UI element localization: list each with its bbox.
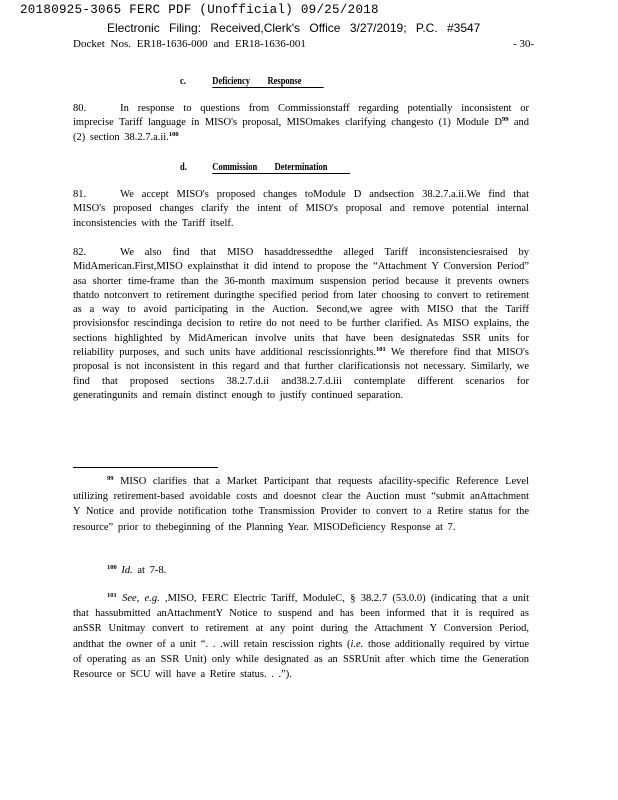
section-letter: c. — [180, 76, 186, 87]
paragraph-number: 81. — [73, 189, 87, 200]
page-number: - 30- — [513, 38, 535, 50]
section-title: Deficiency Response — [212, 76, 323, 88]
section-letter: d. — [180, 162, 187, 173]
docket-line: Docket Nos. ER18-1636-000 and ER18-1636-001 — [73, 38, 306, 50]
footnote-text: at 7-8. — [132, 565, 167, 576]
footnote-number: 99 — [107, 475, 114, 482]
paragraph-text: and (2) section 38.2.7.a.ii. — [73, 117, 529, 143]
footnote-citation: Id. — [121, 565, 133, 576]
paragraph-82 — [73, 246, 529, 403]
paragraph-text: We also find that MISO hasaddressedthe alleged Tariff inconsistenciesraised by MidAmerican.First,MISO explainsthat it did intend to propose the “Attachment Y Conversion Period” asa shorter time-frame than the 36-month maximum suspension period because it prevents owners thatdo notconvert to retirement duringthe specified period from later choosing to convert to retirement as a way to avoid participating in the Auction. Second,we agree with MISO that the Tariff provisionsfor rescindinga decision to retire do not need to be further clarified. As MISO explains, the sections highlighted by MidAmerican involve units that have been designatedas SSR units for reliability purposes, and such units have additional rescissionrights. — [73, 247, 529, 359]
paragraph-text: In response to questions from Commissionstaff regarding potentially inconsistent or imprecise Tariff language in MISO's proposal, MISOmakes clarifying changesto (1) Module D — [73, 103, 529, 129]
footnote-number: 101 — [107, 592, 117, 599]
section-title: Commission Determination — [212, 162, 349, 174]
ferc-stamp: 20180925-3065 FERC PDF (Unofficial) 09/25/2018 — [20, 3, 379, 17]
footnote-ref: 99 — [501, 116, 509, 124]
footnote-99 — [73, 474, 529, 535]
paragraph-80 — [73, 102, 529, 145]
footnote-text: ,MISO, FERC Electric Tariff, ModuleC, § 38.2.7 (53.0.0) (indicating that a unit that hassubmitted anAttachmentY Notice to suspend and has been informed that it is required as anSSR Unitmay convert to retirement at any point during the Attachment Y Conversion Period, andthat the owner of a unit “. . .will retain rescission rights ( — [73, 593, 530, 650]
paragraph-text: We therefore find that MISO's proposal is not inconsistent in this regard and that further clarificationsis not necessary. Similarly, we find that proposed sections 38.2.7.d.ii and38.2.7.d.iii contemplate different scenarios for generatingunits and remain distinct enough to justify continued separation. — [73, 347, 529, 401]
footnote-citation: See, e.g. — [122, 593, 160, 604]
paragraph-number: 82. — [73, 247, 87, 258]
paragraph-81 — [73, 188, 529, 231]
footnote-ref: 101 — [376, 346, 386, 354]
footnote-text: MISO clarifies that a Market Participant that requests afacility-specific Reference Level utilizing retirement-based avoidable costs and doesnot clear the Auction must “submit anAttachment Y Notice and provide notification tothe Transmission Provider to convert to a Retire status for the resource” prior to thebeginning of the Planning Year. MISODeficiency Response at 7. — [73, 476, 529, 533]
footnote-text: those additionally required by virtue of operating as an SSR Unit) only while designated as an SSRUnit after which time the Generation Resource or SCU will have a Retire status. . .”). — [73, 638, 530, 681]
footnote-divider — [73, 467, 218, 468]
footnote-citation: i.e. — [350, 638, 364, 650]
filing-header: Electronic Filing: Received,Clerk's Office 3/27/2019; P.C. #3547 — [107, 21, 481, 35]
paragraph-text: We accept MISO's proposed changes toModule D andsection 38.2.7.a.ii.We find that MISO's proposed changes clarify the intent of MISO's proposal and remove potential internal inconsistencies with the Tariff itself. — [73, 189, 529, 229]
section-heading-c — [180, 76, 324, 88]
paragraph-number: 80. — [73, 103, 87, 114]
section-heading-d — [180, 162, 350, 174]
footnote-ref: 100 — [168, 130, 179, 138]
footnote-101 — [73, 591, 529, 682]
footnote-100 — [73, 563, 529, 578]
footnote-number: 100 — [107, 564, 117, 571]
